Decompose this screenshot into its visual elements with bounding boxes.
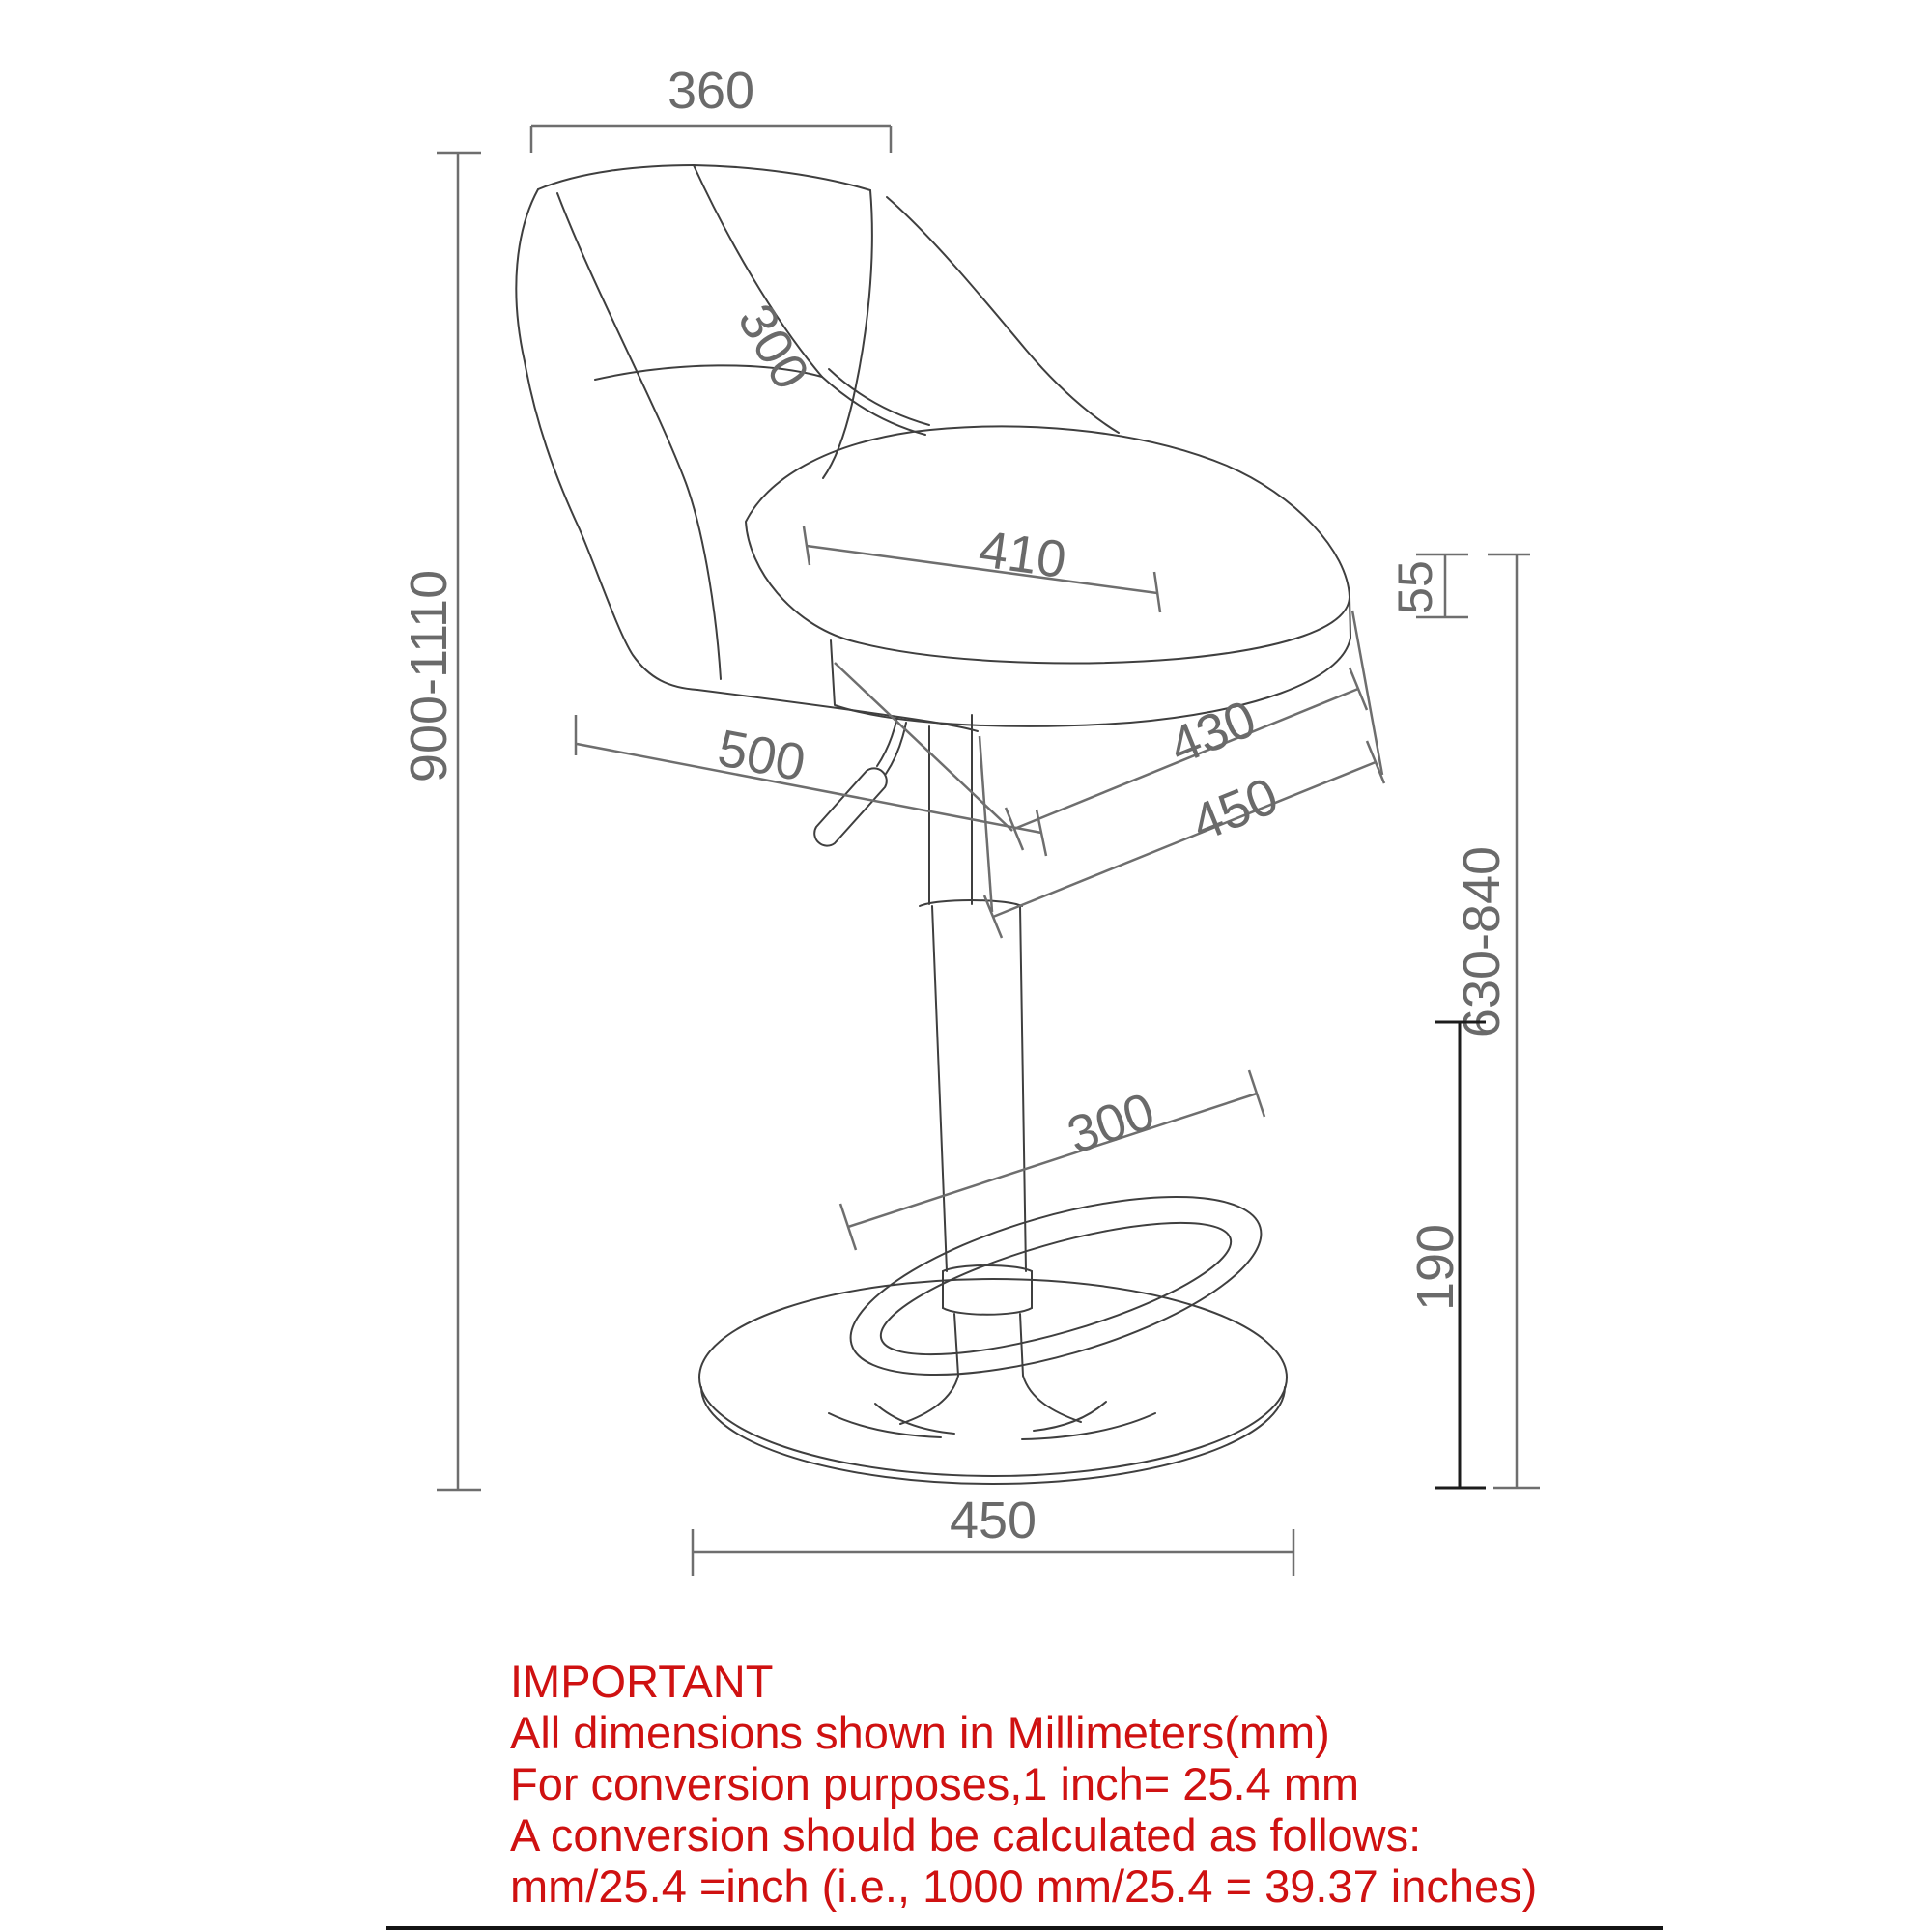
notes-line-conversion: For conversion purposes,1 inch= 25.4 mm xyxy=(510,1758,1360,1809)
dim-seat-thickness xyxy=(1388,554,1468,617)
dim-label-seat-width-inner: 430 xyxy=(1161,689,1264,777)
dim-label-base-rise: 190 xyxy=(1406,1223,1464,1312)
dim-label-footrest-width: 300 xyxy=(1060,1081,1162,1166)
dim-label-overall-height: 900-1110 xyxy=(400,569,458,783)
dim-seat-depth-top xyxy=(804,520,1160,612)
dim-overall-height xyxy=(400,153,481,1490)
column-tube-left xyxy=(932,906,947,1271)
backrest-left-edge xyxy=(516,189,697,690)
dim-label-seat-height: 630-840 xyxy=(1453,845,1511,1038)
dim-label-backrest-width: 360 xyxy=(667,62,755,120)
base-cone-right xyxy=(1023,1376,1081,1422)
notes-line-units: All dimensions shown in Millimeters(mm) xyxy=(510,1707,1330,1758)
notes-title: IMPORTANT xyxy=(510,1656,774,1707)
column-tube-right xyxy=(1020,906,1026,1271)
notes-line-formula: mm/25.4 =inch (i.e., 1000 mm/25.4 = 39.37 inches) xyxy=(510,1861,1538,1912)
dim-base-rise xyxy=(1406,1022,1486,1488)
dim-label-overall-depth: 500 xyxy=(713,719,810,793)
dim-label-backrest-height: 300 xyxy=(726,294,821,400)
base-flare-2 xyxy=(1034,1402,1106,1431)
extension-line-seat-right xyxy=(1352,611,1382,775)
footrest-ring-outer xyxy=(833,1160,1280,1411)
dim-backrest-width xyxy=(531,62,891,153)
base-flare-3 xyxy=(1022,1413,1155,1439)
base-plate-ellipse xyxy=(699,1279,1287,1476)
collar-top xyxy=(943,1265,1032,1271)
dim-overall-depth xyxy=(576,715,1046,856)
gas-tube-left xyxy=(954,1314,958,1376)
dim-label-seat-width-outer: 450 xyxy=(1183,766,1287,854)
collar-bottom xyxy=(943,1308,1032,1315)
dim-label-base-diameter: 450 xyxy=(949,1492,1037,1549)
dim-label-seat-depth-top: 410 xyxy=(975,520,1070,590)
important-notes xyxy=(510,1656,1537,1912)
dimension-annotations xyxy=(400,62,1540,1576)
lever-rod-line-2 xyxy=(886,723,906,774)
lever-handle xyxy=(814,768,887,845)
base-cone-left xyxy=(900,1376,958,1424)
backrest-stitch-line-1 xyxy=(822,377,925,435)
dim-base-diameter xyxy=(693,1492,1293,1576)
dim-label-seat-thickness: 55 xyxy=(1388,560,1442,614)
base-flare-4 xyxy=(829,1413,941,1437)
backrest-inner-seam xyxy=(557,193,721,679)
backrest-wing-edge xyxy=(887,197,1119,433)
base-plate-rim xyxy=(701,1387,1285,1484)
extension-line-seat-left-1 xyxy=(835,663,1012,831)
footrest-ring-inner xyxy=(869,1196,1243,1381)
dim-seat-width-inner xyxy=(1006,668,1367,850)
backrest-right-edge xyxy=(823,190,872,478)
notes-line-calculation: A conversion should be calculated as follows: xyxy=(510,1809,1422,1861)
seat-side-band xyxy=(831,597,1350,726)
